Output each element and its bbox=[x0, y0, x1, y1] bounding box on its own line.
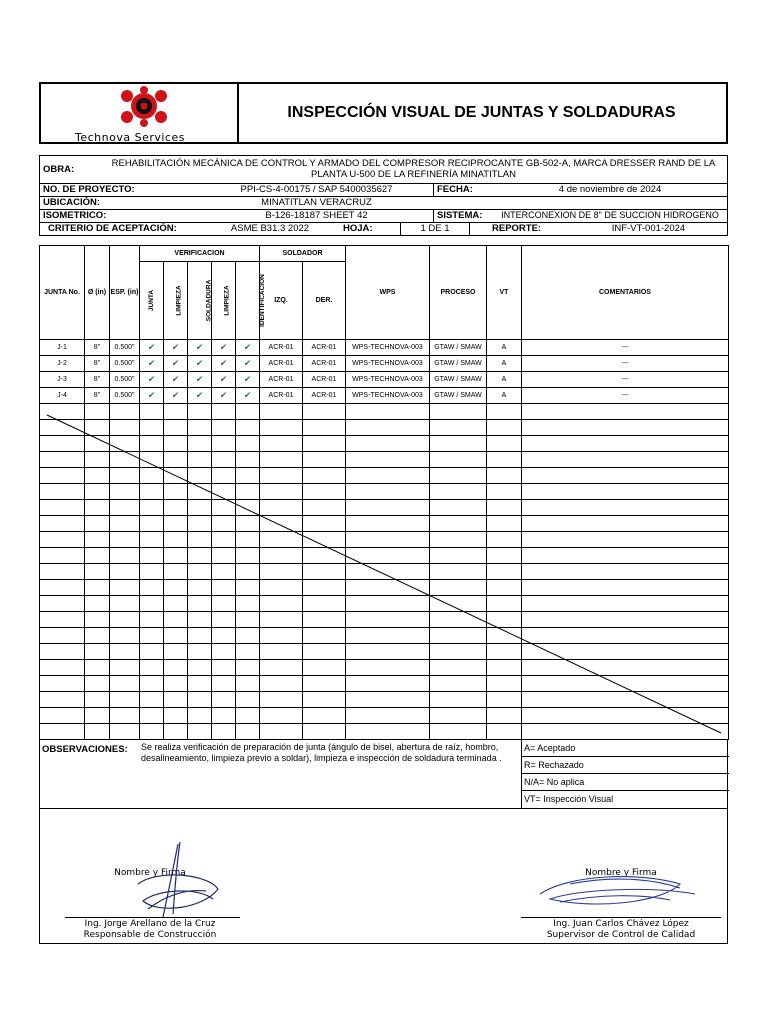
empty-table-row bbox=[40, 516, 729, 532]
ubicacion-value: MINATITLAN VERACRUZ bbox=[261, 197, 372, 208]
check-icon: ✔ bbox=[212, 372, 236, 388]
proceso-cell: GTAW / SMAW bbox=[430, 356, 487, 372]
empty-table-row bbox=[40, 532, 729, 548]
obra-line-1: REHABILITACIÓN MECÁNICA DE CONTROL Y ARMADO DEL COMPRESOR RECIPROCANTE GB-502-A, MARCA DRESSER RAND DE LA bbox=[111, 158, 716, 169]
ubicacion-label: UBICACIÓN: bbox=[43, 197, 100, 208]
junta-cell: J-1 bbox=[40, 340, 85, 356]
empty-table-row bbox=[40, 612, 729, 628]
empty-table-row bbox=[40, 404, 729, 420]
check-icon: ✔ bbox=[164, 388, 188, 404]
check-icon: ✔ bbox=[236, 340, 260, 356]
empty-table-row bbox=[40, 468, 729, 484]
check-icon: ✔ bbox=[140, 340, 164, 356]
wps-cell: WPS-TECHNOVA-003 bbox=[346, 340, 430, 356]
obra-line-2: PLANTA U-500 DE LA REFINERÍA MINATITLAN bbox=[310, 169, 516, 180]
soldador-izq-cell: ACR-01 bbox=[260, 388, 303, 404]
header-junta: JUNTA No. bbox=[40, 246, 85, 340]
empty-table-row bbox=[40, 420, 729, 436]
left-signer-role: Responsable de Construcción bbox=[83, 930, 217, 940]
observaciones-line-2: desalineamiento, limpieza previo a soldar), limpieza e inspección de soldadura terminada . bbox=[141, 753, 502, 763]
observaciones-section bbox=[39, 739, 728, 809]
vt-result-cell: A bbox=[487, 372, 522, 388]
header-diametro: Ø (in) bbox=[85, 246, 110, 340]
project-info bbox=[39, 155, 728, 236]
header-verif-limpieza-1: LIMPIEZA bbox=[175, 285, 183, 316]
junta-cell: J-4 bbox=[40, 388, 85, 404]
reporte-value: INF-VT-001-2024 bbox=[611, 223, 686, 234]
empty-table-row bbox=[40, 676, 729, 692]
check-icon: ✔ bbox=[140, 356, 164, 372]
right-signature-caption: Nombre y Firma bbox=[585, 868, 657, 878]
soldador-der-cell: ACR-01 bbox=[303, 340, 346, 356]
table-row bbox=[40, 372, 729, 388]
empty-table-row bbox=[40, 724, 729, 740]
observaciones-line-1: Se realiza verificación de preparación de junta (ángulo de bisel, abertura de raíz, hombro, bbox=[141, 742, 499, 752]
header-verif-identificacion: IDENTIFICACION bbox=[258, 274, 266, 327]
empty-table-row bbox=[40, 500, 729, 516]
wps-cell: WPS-TECHNOVA-003 bbox=[346, 388, 430, 404]
header-soldador: SOLDADOR bbox=[260, 246, 346, 262]
header-der: DER. bbox=[303, 262, 346, 340]
proyecto-label: NO. DE PROYECTO: bbox=[43, 184, 135, 195]
empty-table-row bbox=[40, 596, 729, 612]
empty-table-row bbox=[40, 708, 729, 724]
legend-box bbox=[521, 740, 729, 809]
comentario-cell: --- bbox=[522, 372, 729, 388]
company-name: Technova Services bbox=[75, 131, 185, 144]
header-verif-soldadura: SOLDADURA bbox=[205, 279, 213, 322]
hoja-label: HOJA: bbox=[343, 223, 373, 234]
proyecto-value: PPI-CS-4-00175 / SAP 5400035627 bbox=[240, 184, 393, 195]
criterio-value: ASME B31.3 2022 bbox=[230, 223, 310, 234]
company-logo-icon bbox=[109, 86, 179, 136]
check-icon: ✔ bbox=[188, 356, 212, 372]
observaciones-label: OBSERVACIONES: bbox=[42, 744, 128, 755]
check-icon: ✔ bbox=[140, 388, 164, 404]
check-icon: ✔ bbox=[236, 356, 260, 372]
legend-item: N/A= No aplica bbox=[522, 774, 729, 791]
empty-table-row bbox=[40, 436, 729, 452]
fecha-value: 4 de noviembre de 2024 bbox=[558, 184, 662, 195]
left-signature-icon bbox=[118, 839, 228, 919]
left-signer-name: Ing. Jorge Arellano de la Cruz bbox=[84, 919, 216, 929]
diametro-cell: 8" bbox=[85, 340, 110, 356]
comentario-cell: --- bbox=[522, 388, 729, 404]
vt-result-cell: A bbox=[487, 340, 522, 356]
junta-cell: J-2 bbox=[40, 356, 85, 372]
proceso-cell: GTAW / SMAW bbox=[430, 372, 487, 388]
right-signature-icon bbox=[530, 864, 705, 914]
empty-table-row bbox=[40, 692, 729, 708]
sistema-label: SISTEMA: bbox=[433, 210, 493, 222]
isometrico-value: B-126-18187 SHEET 42 bbox=[265, 210, 368, 221]
soldador-izq-cell: ACR-01 bbox=[260, 340, 303, 356]
empty-table-row bbox=[40, 564, 729, 580]
table-row bbox=[40, 356, 729, 372]
legend-item: R= Rechazado bbox=[522, 757, 729, 774]
table-row bbox=[40, 388, 729, 404]
wps-cell: WPS-TECHNOVA-003 bbox=[346, 372, 430, 388]
criterio-label: CRITERIO DE ACEPTACIÓN: bbox=[48, 223, 177, 234]
diametro-cell: 8" bbox=[85, 372, 110, 388]
header-proceso: PROCESO bbox=[430, 246, 487, 340]
proceso-cell: GTAW / SMAW bbox=[430, 340, 487, 356]
document-header bbox=[39, 82, 728, 144]
header-verif-junta: JUNTA bbox=[148, 289, 155, 312]
left-signature-caption: Nombre y Firma bbox=[114, 868, 186, 878]
header-vt: VT bbox=[487, 246, 522, 340]
right-signer-role: Supervisor de Control de Calidad bbox=[546, 930, 696, 940]
isometrico-label: ISOMETRICO: bbox=[43, 210, 107, 221]
espesor-cell: 0.500" bbox=[110, 340, 140, 356]
empty-table-row bbox=[40, 548, 729, 564]
vt-result-cell: A bbox=[487, 388, 522, 404]
check-icon: ✔ bbox=[188, 372, 212, 388]
header-izq: IZQ. bbox=[260, 262, 303, 340]
obra-value bbox=[100, 156, 727, 183]
inspection-table bbox=[39, 245, 729, 740]
espesor-cell: 0.500" bbox=[110, 372, 140, 388]
right-signer-name: Ing. Juan Carlos Chávez López bbox=[553, 919, 689, 929]
fecha-label: FECHA: bbox=[433, 184, 493, 196]
legend-item: VT= Inspección Visual bbox=[524, 794, 614, 804]
reporte-label: REPORTE: bbox=[492, 223, 542, 234]
check-icon: ✔ bbox=[236, 372, 260, 388]
soldador-der-cell: ACR-01 bbox=[303, 388, 346, 404]
page-title: INSPECCIÓN VISUAL DE JUNTAS Y SOLDADURAS bbox=[287, 104, 676, 121]
hoja-value: 1 DE 1 bbox=[400, 223, 470, 235]
check-icon: ✔ bbox=[212, 388, 236, 404]
diametro-cell: 8" bbox=[85, 356, 110, 372]
legend-item: A= Aceptado bbox=[522, 740, 729, 757]
obra-label: OBRA: bbox=[43, 164, 75, 175]
empty-table-row bbox=[40, 660, 729, 676]
check-icon: ✔ bbox=[188, 388, 212, 404]
check-icon: ✔ bbox=[188, 340, 212, 356]
sistema-value: INTERCONEXION DE 8" DE SUCCION HIDROGENO bbox=[501, 210, 719, 220]
check-icon: ✔ bbox=[212, 340, 236, 356]
empty-table-row bbox=[40, 628, 729, 644]
check-icon: ✔ bbox=[236, 388, 260, 404]
espesor-cell: 0.500" bbox=[110, 356, 140, 372]
check-icon: ✔ bbox=[164, 356, 188, 372]
check-icon: ✔ bbox=[140, 372, 164, 388]
table-row bbox=[40, 340, 729, 356]
vt-result-cell: A bbox=[487, 356, 522, 372]
logo-area bbox=[41, 84, 239, 142]
proceso-cell: GTAW / SMAW bbox=[430, 388, 487, 404]
wps-cell: WPS-TECHNOVA-003 bbox=[346, 356, 430, 372]
header-comentarios: COMENTARIOS bbox=[522, 246, 729, 340]
comentario-cell: --- bbox=[522, 340, 729, 356]
soldador-izq-cell: ACR-01 bbox=[260, 356, 303, 372]
soldador-izq-cell: ACR-01 bbox=[260, 372, 303, 388]
check-icon: ✔ bbox=[164, 340, 188, 356]
soldador-der-cell: ACR-01 bbox=[303, 356, 346, 372]
header-verif-limpieza-2: LIMPIEZA bbox=[223, 285, 231, 316]
check-icon: ✔ bbox=[164, 372, 188, 388]
empty-table-row bbox=[40, 484, 729, 500]
header-espesor: ESP. (in) bbox=[110, 246, 140, 340]
diametro-cell: 8" bbox=[85, 388, 110, 404]
empty-table-row bbox=[40, 452, 729, 468]
junta-cell: J-3 bbox=[40, 372, 85, 388]
check-icon: ✔ bbox=[212, 356, 236, 372]
soldador-der-cell: ACR-01 bbox=[303, 372, 346, 388]
espesor-cell: 0.500" bbox=[110, 388, 140, 404]
signatures-section bbox=[39, 809, 728, 944]
comentario-cell: --- bbox=[522, 356, 729, 372]
header-wps: WPS bbox=[346, 246, 430, 340]
empty-table-row bbox=[40, 580, 729, 596]
observaciones-text bbox=[141, 742, 502, 764]
header-verificacion: VERIFICACION bbox=[140, 246, 260, 262]
empty-table-row bbox=[40, 644, 729, 660]
